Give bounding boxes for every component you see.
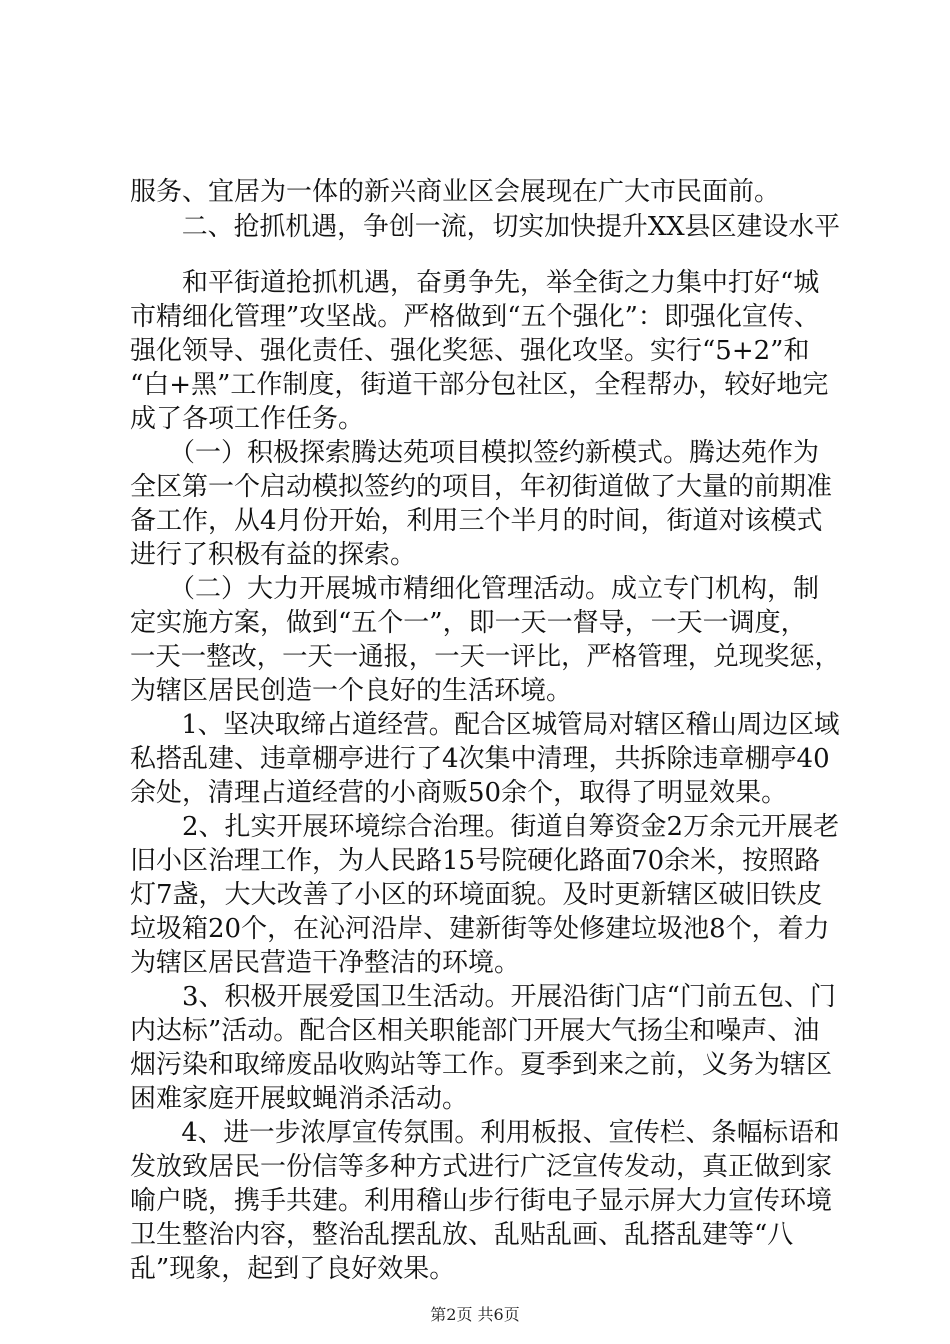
text-line: 旧小区治理工作，为人民路15号院硬化路面70余米，按照路 [130,846,821,876]
text-line: 灯7盏，大大改善了小区的环境面貌。及时更新辖区破旧铁皮 [130,880,823,910]
text-line: 垃圾箱20个，在沁河沿岸、建新街等处修建垃圾池8个，着力 [130,914,830,944]
text-line: 1、坚决取缔占道经营。配合区城管局对辖区稽山周边区域 [130,710,840,740]
text-line: 备工作，从4月份开始，利用三个半月的时间，街道对该模式 [130,506,823,536]
text-line: 私搭乱建、违章棚亭进行了4次集中清理，共拆除违章棚亭40 [130,744,830,774]
text-line: 成了各项工作任务。 [130,404,365,434]
text-line: 卫生整治内容，整治乱摆乱放、乱贴乱画、乱搭乱建等“八 [130,1220,794,1250]
text-line: 和平街道抢抓机遇，奋勇争先，举全街之力集中打好“城 [130,268,820,298]
text-line: 困难家庭开展蚊蝇消杀活动。 [130,1084,469,1114]
text-line: 2、扎实开展环境综合治理。街道自筹资金2万余元开展老 [130,812,840,842]
text-line: 为辖区居民创造一个良好的生活环境。 [130,676,573,706]
text-line: 定实施方案，做到“五个一”，即一天一督导，一天一调度， [130,608,807,638]
page-footer: 第2页 共6页 [430,1305,520,1324]
text-line: 强化领导、强化责任、强化奖惩、强化攻坚。实行“5+2”和 [130,336,810,366]
text-line: 一天一整改，一天一通报，一天一评比，严格管理，兑现奖惩， [130,642,841,672]
section-heading: 二、抢抓机遇，争创一流，切实加快提升XX县区建设水平 [130,212,841,242]
text-line: “白+黑”工作制度，街道干部分包社区，全程帮办，较好地完 [130,370,829,400]
text-line: 进行了积极有益的探索。 [130,540,417,570]
text-line: （一）积极探索腾达苑项目模拟签约新模式。腾达苑作为 [130,438,820,468]
text-line: 全区第一个启动模拟签约的项目，年初街道做了大量的前期准 [130,472,833,502]
text-line: 内达标”活动。配合区相关职能部门开展大气扬尘和噪声、油 [130,1016,820,1046]
text-line: （二）大力开展城市精细化管理活动。成立专门机构，制 [130,574,820,604]
text-line: 3、积极开展爱国卫生活动。开展沿街门店“门前五包、门 [130,982,836,1012]
text-line: 烟污染和取缔废品收购站等工作。夏季到来之前，义务为辖区 [130,1050,833,1080]
text-line: 市精细化管理”攻坚战。严格做到“五个强化”：即强化宣传、 [130,302,820,332]
text-line: 服务、宜居为一体的新兴商业区会展现在广大市民面前。 [130,177,781,207]
text-line: 余处，清理占道经营的小商贩50余个，取得了明显效果。 [130,778,788,808]
text-line: 4、进一步浓厚宣传氛围。利用板报、宣传栏、条幅标语和 [130,1118,840,1148]
text-line: 喻户晓，携手共建。利用稽山步行街电子显示屏大力宣传环境 [130,1186,833,1216]
text-line: 发放致居民一份信等多种方式进行广泛宣传发动，真正做到家 [130,1152,833,1182]
text-line: 乱”现象，起到了良好效果。 [130,1254,456,1284]
text-line: 为辖区居民营造干净整洁的环境。 [130,948,521,978]
